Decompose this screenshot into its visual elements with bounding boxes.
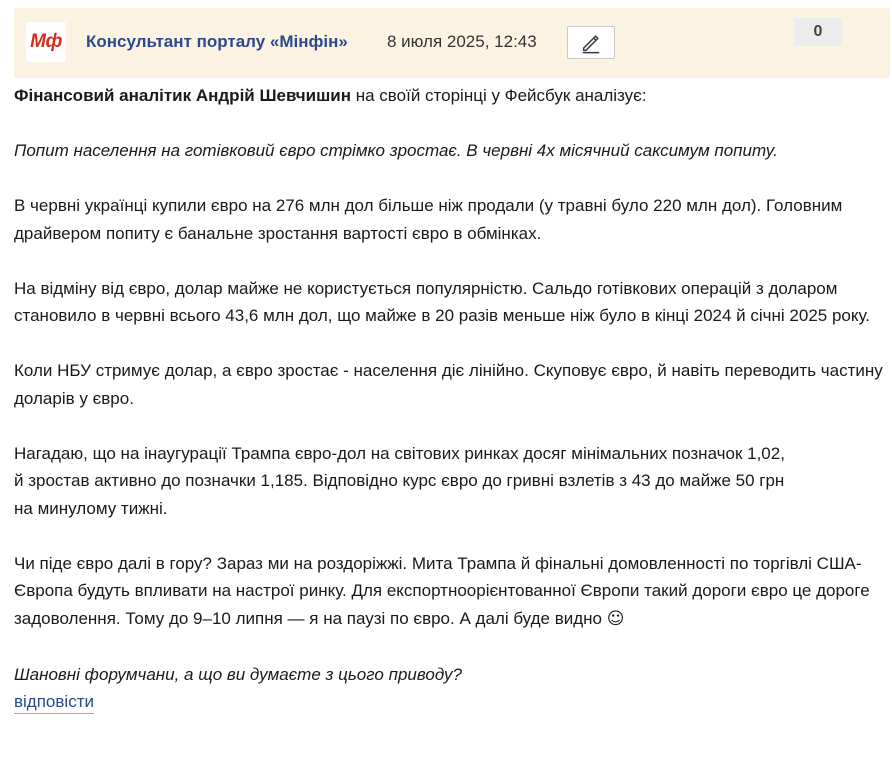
rating-badge[interactable]: 0: [794, 18, 842, 46]
closing-question-text: Шановні форумчани, а що ви думаєте з цього приводу?: [14, 664, 462, 684]
quote-text: Попит населення на готівковий євро стрімко зростає. В червні 4х місячний саксимум попиту.: [14, 141, 778, 160]
inauguration-line-3: на минулому тижні.: [14, 498, 168, 518]
reply-link[interactable]: відповісти: [14, 691, 94, 714]
outlook-text: Чи піде євро далі в гору? Зараз ми на роздоріжжі. Мита Трампа й фінальні домовленності по торгівлі США-Європа будуть впливати на настрої ринку. Для експортноорієнтованної Європи такий дороги євро це дороге задоволення. Тому до 9–10 липня — я на паузі по євро. А далі буде видно: [14, 553, 870, 628]
author-name[interactable]: Консультант порталу «Мінфін»: [86, 32, 348, 51]
paragraph-june-demand: В червні українці купили євро на 276 млн дол більше ніж продали (у травні було 220 млн дол). Головним драйвером попиту є банальне зростання вартості євро в обмінках.: [14, 196, 843, 243]
paragraph-dollar: На відміну від євро, долар майже не користується популярністю. Сальдо готівкових операцій з доларом становило в червні всього 43,6 млн дол, що майже в 20 разів меньше ніж було в кінці 2024 й січні 2025 року.: [14, 278, 871, 325]
edit-button[interactable]: [567, 26, 615, 59]
quote-paragraph: [14, 137, 888, 165]
inauguration-line-1: Нагадаю, що на інаугурації Трампа євро-дол на світових ринках досяг мінімальних позначок 1,02,: [14, 443, 785, 463]
smile-icon: ☺: [606, 608, 625, 629]
analyst-name: Фінансовий аналітик Андрій Шевчишин: [14, 86, 352, 105]
post-header: [14, 8, 890, 78]
pencil-icon: [580, 32, 602, 54]
paragraph-inauguration: [14, 440, 888, 523]
post-body: [14, 82, 888, 716]
paragraph-outlook: [14, 550, 888, 634]
inauguration-line-2: й зростав активно до позначки 1,185. Відповідно курс євро до гривні взлетів з 43 до майже 50 грн: [14, 471, 785, 490]
logo-text: Мф: [30, 31, 62, 52]
intro-paragraph: [14, 82, 888, 110]
closing-question: [14, 661, 888, 689]
post-date: 8 июля 2025, 12:43: [387, 32, 537, 51]
intro-text: на своїй сторінці у Фейсбук аналізує:: [351, 86, 647, 105]
minfin-logo[interactable]: [26, 22, 66, 62]
paragraph-nbu: Коли НБУ стримує долар, а євро зростає - населення діє лінійно. Скуповує євро, й навіть переводить частину доларів у євро.: [14, 361, 883, 408]
